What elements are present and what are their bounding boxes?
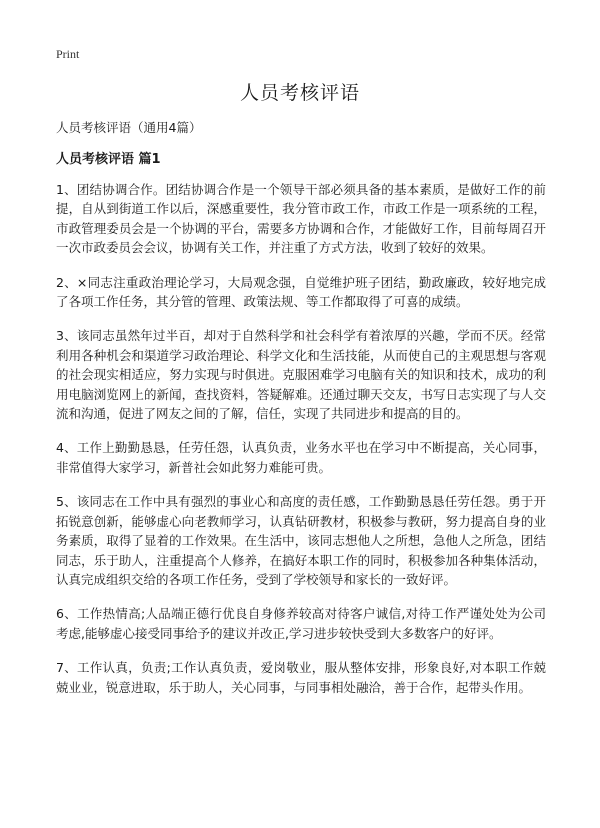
section-heading: 人员考核评语 篇1 — [56, 152, 161, 167]
document-subtitle: 人员考核评语（通用4篇） — [56, 120, 202, 135]
paragraph-4: 4、工作上勤勤恳恳，任劳任怨，认真负责，业务水平也在学习中不断提高，关心同事，非常值得大家学习，新普社会如此努力难能可贵。 — [56, 440, 546, 475]
print-label: Print — [56, 47, 80, 61]
paragraph-5: 5、该同志在工作中具有强烈的事业心和高度的责任感，工作勤勤恳恳任劳任怨。勇于开拓锐意创新，能够虚心向老教师学习，认真钻研教材，积极参与教研，努力提高自身的业务素质，取得了显着的工作效果。在生活中，该同志想他人之所想，急他人之所急，团结同志，乐于助人，注重提高个人修养，在搞好本职工作的同时，积极参加各种集体活动，认真完成组织交给的各项工作任务，受到了学校领导和家长的一致好评。 — [56, 494, 546, 587]
paragraph-3: 3、该同志虽然年过半百，却对于自然科学和社会科学有着浓厚的兴趣，学而不厌。经常利用各种机会和渠道学习政治理论、科学文化和生活技能，从而使自己的主观思想与客观的社会现实相适应，努力实现与时俱进。克服困难学习电脑有关的知识和技术，成功的利用电脑浏览网上的新闻，查找资料，答疑解难。还通过聊天交友，书写日志实现了与人交流和沟通，促进了网友之间的了解，信任，实现了共同进步和提高的目的。 — [56, 328, 546, 422]
paragraph-6: 6、工作热情高;人品端正德行优良自身修养较高对待客户诚信,对待工作严谨处处为公司考虑,能够虚心接受同事给予的建议并改正,学习进步较快受到大多数客户的好评。 — [56, 606, 546, 641]
document-body — [56, 118, 546, 712]
paragraph-7: 7、工作认真，负责;工作认真负责，爱岗敬业，服从整体安排，形象良好,对本职工作兢兢业业，锐意进取，乐于助人，关心同事，与同事相处融洽，善于合作，起带头作用。 — [56, 660, 546, 695]
paragraph-2: 2、×同志注重政治理论学习，大局观念强，自觉维护班子团结，勤政廉政，较好地完成了各项工作任务，其分管的管理、政策法规、等工作都取得了可喜的成绩。 — [56, 274, 546, 310]
paragraph-1: 1、团结协调合作。团结协调合作是一个领导干部必须具备的基本素质，是做好工作的前提，自从到街道工作以后，深感重要性，我分管市政工作，市政工作是一项系统的工程，市政管理委员会是一个协调的平台，需要多方协调和合作，才能做好工作，目前每周召开一次市政委员会会议，协调有关工作，并注重了方式方法，收到了较好的效果。 — [56, 182, 546, 256]
document-title: 人员考核评语 — [239, 82, 360, 104]
